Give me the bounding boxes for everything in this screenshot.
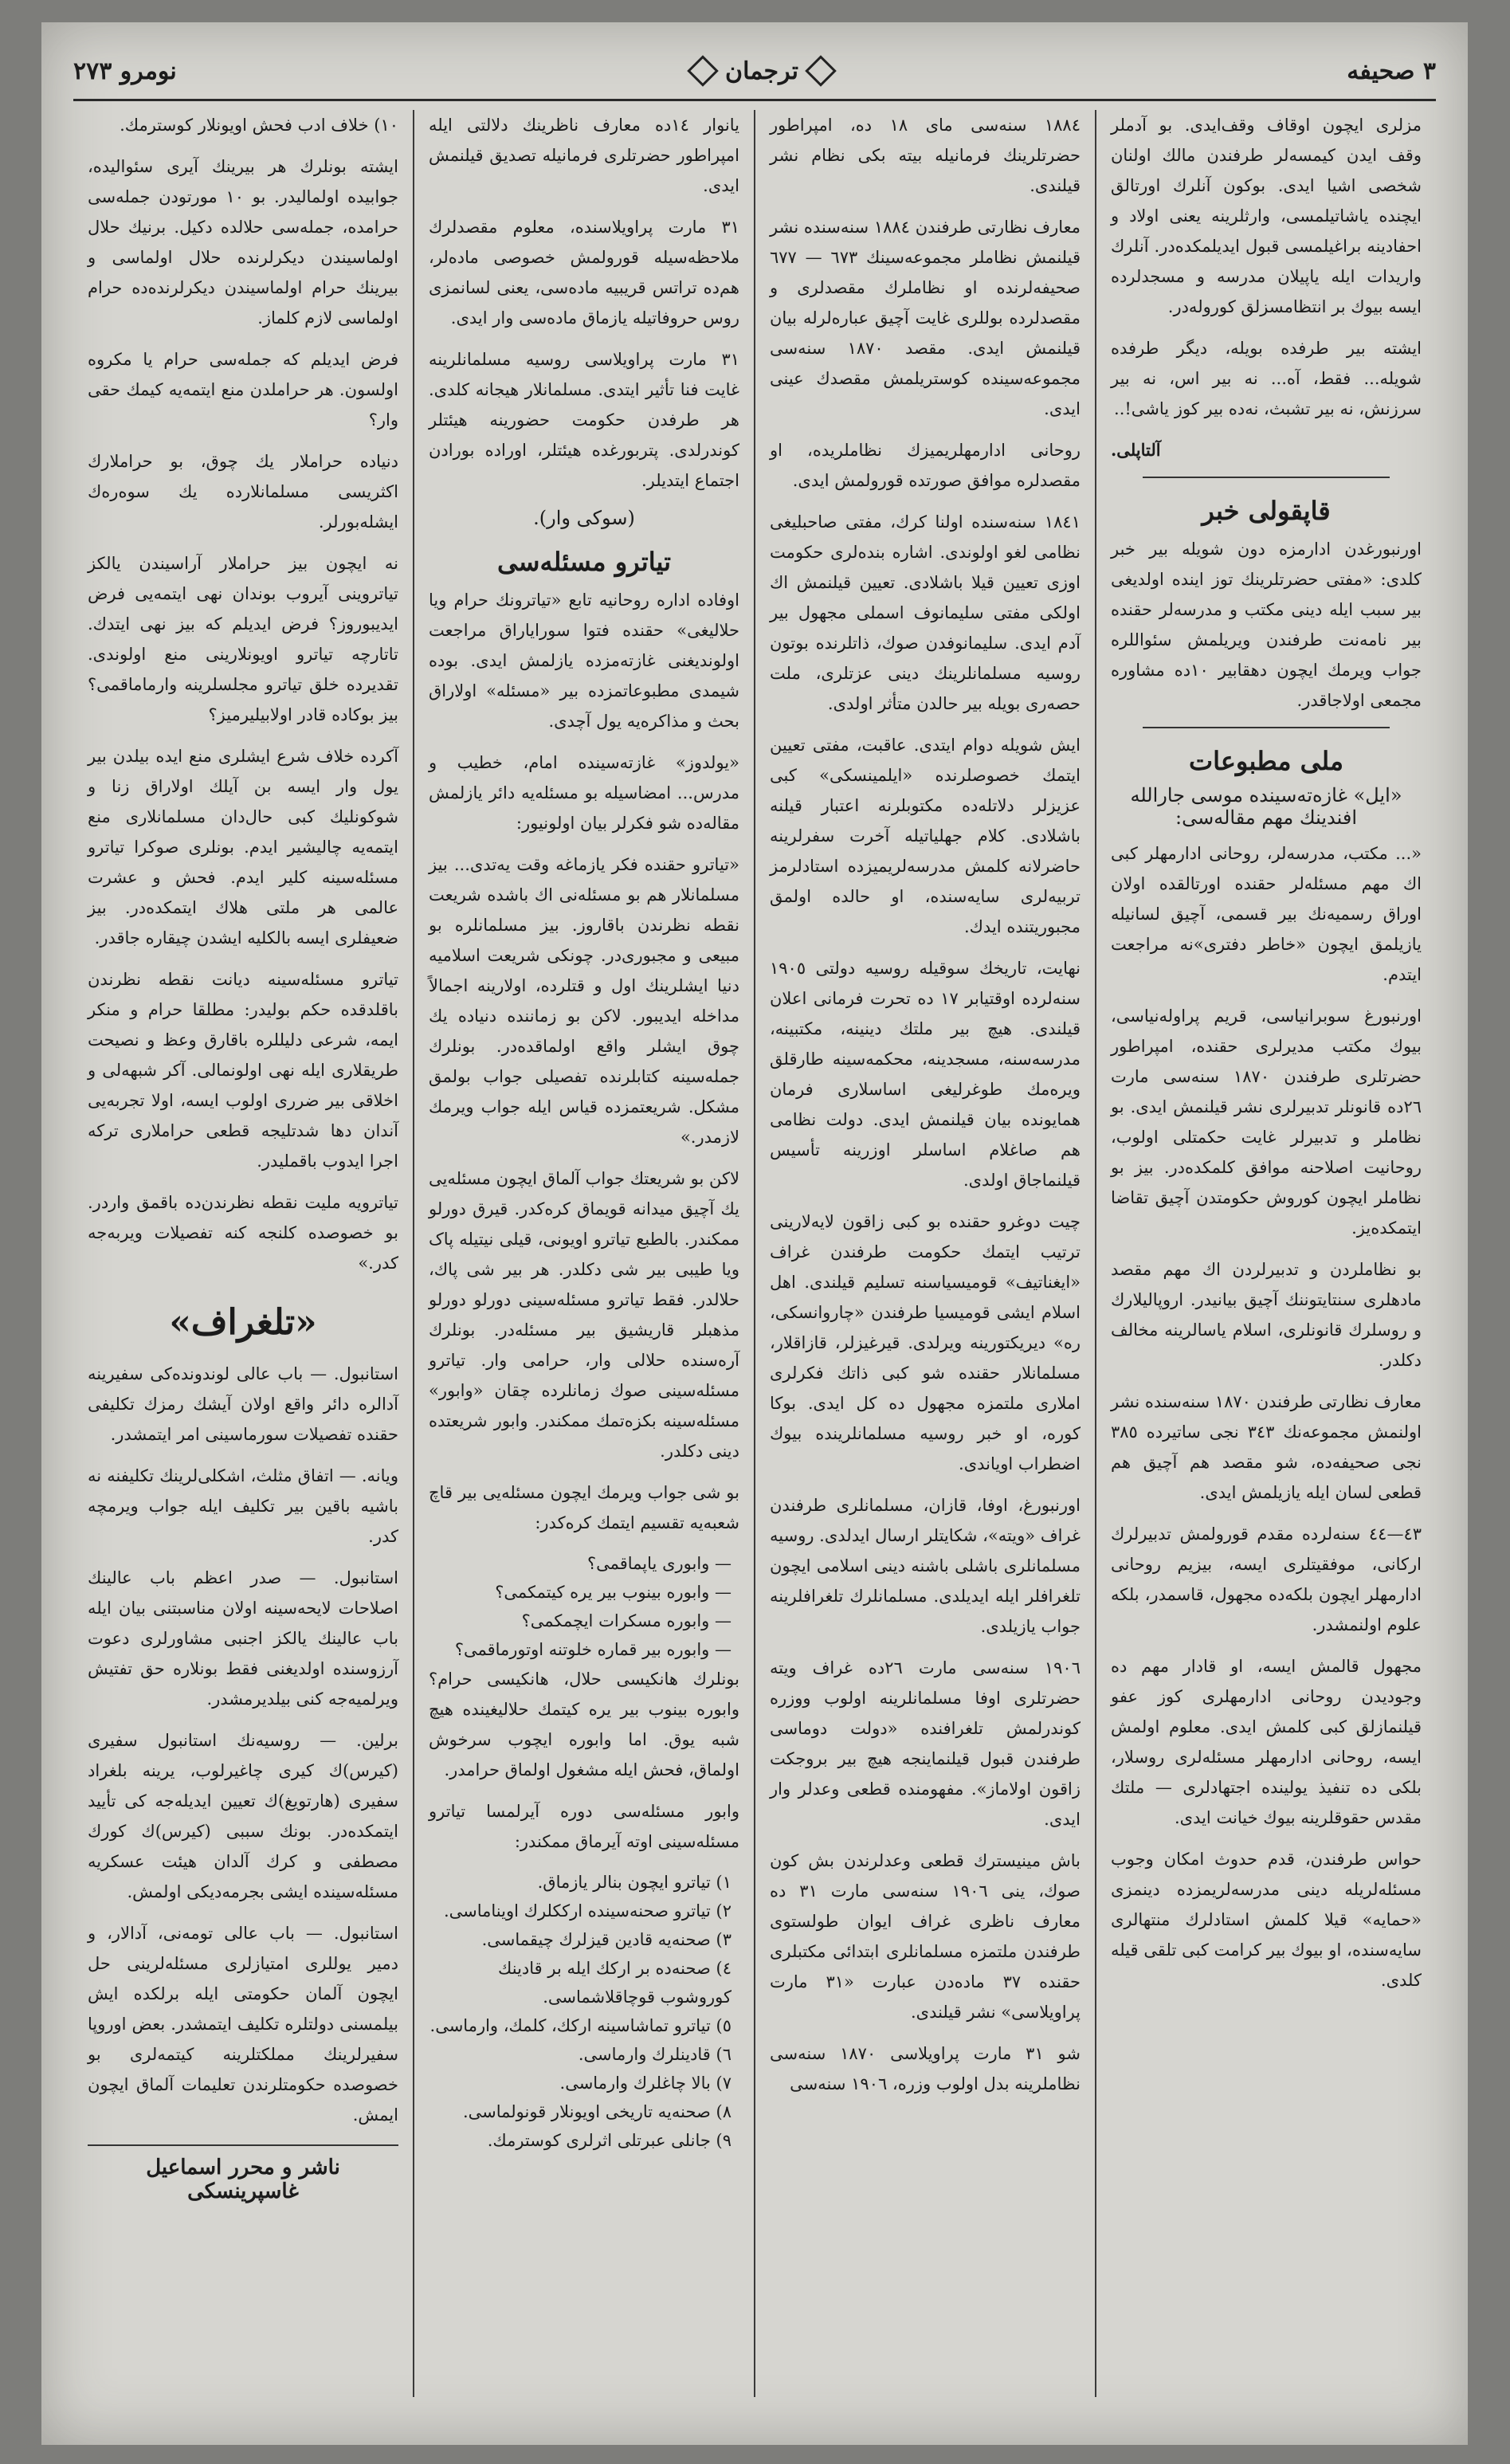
list-item: — وابوره بیر قماره خلوتنه اوتورماقمی؟ <box>454 1640 731 1659</box>
list-item: ٧) بالا چاغلرك وارماسی. <box>559 2074 731 2093</box>
list-item: — وابوره بینوب بیر یره کیتمکمی؟ <box>495 1583 731 1602</box>
paragraph: مجهول قالمش ایسه، او قادار مهم ده وجودیدن روحانی ادارمهلری کوز عفو قیلنمازلق کبی کلمش ایدی. معلوم اولمش ایسه، روحانی ادارمهلر مسئله‌لری روسلار، بلکی ده تنفیذ یولینده اجتهادلری — ملتك مقدس حقوقلرینه بیوك خیانت ایدی. <box>1111 1657 1422 1827</box>
question-list <box>429 1549 739 1664</box>
paragraph: نهایت، تاریخك سوقیله روسیه دولتی ١٩٠٥ سنه‌لرده اوقتیابر ١٧ ده تحرت فرمانی اعلان قیلندی. هیچ بیر ملتك دینینه، مکتبینه، مدرسه‌سنه، مسجدینه، محکمه‌سینه طارقلق ویره‌مك طوغرلیغی اساسلاری فرمان همایونده بیان قیلنمش ایدی. دولت نظامی هم صاغلام اساسلر اوزرینه تأسیس قیلنماجاق اولدی. <box>770 959 1081 1190</box>
section-title-press: ملی مطبوعات <box>1188 746 1344 776</box>
paragraph: آکرده خلاف شرع ایشلری منع ایده بیلدن بیر یول وار ایسه بن آیلك اولاراق زنا و شوکونلیك کبی حال‌دان مسلمانلاری منع ایتمه‌یه چالیشیر ایدم. بونلری صوکرا تیاترو مسئله‌سینه کلیر ایدم. فحش و عشرت عالمی هر ملتی هلاك ایتمکده‌در. بیز ضعیفلری ایسه بالکلیه ایشدن چیقاره جاقدر. <box>88 747 398 948</box>
paragraph: ایشته بیر طرفده بویله، دیگر طرفده شویله... فقط، آه... نه بیر اس، نه بیر سرزنش، نه بیر تشبث، نه‌ده بیر کوز یاشی!.. <box>1111 339 1422 418</box>
paragraph: ١٨٨٤ سنه‌سی مای ١٨ ده، امپراطور حضرتلرینك فرمانیله بیته بکی نظام نشر قیلندی. <box>770 116 1081 195</box>
list-item: ٣) صحنه‌یه قادین قیزلرك چیقماسی. <box>481 1930 731 1949</box>
page-number: ٣ صحيفه <box>1347 57 1436 85</box>
page-header <box>73 43 1436 101</box>
publisher-signature: ناشر و محرر اسماعیل غاسپرینسکی <box>88 2144 398 2203</box>
paragraph: «یولدوز» غازته‌سینده امام، خطیب و مدرس... امضاسیله بو مسئله‌یه دائر یازلمش مقاله‌ده شو فکرلر بیان اولونیور: <box>429 753 739 833</box>
paragraph: تیاترویه ملیت نقطه نظرندن‌ده باقمق واردر. بو خصوصده کلنجه کنه تفصیلات ویربه‌جه کدر.» <box>88 1193 398 1273</box>
telegram-item: استانبول. — صدر اعظم باب عالینك اصلاحات لایحه‌سینه اولان مناسبتنی بیان ایله باب عالینك یالکز اجنبی مشاورلری دعوت آرزوسنده اولدیغنی فقط بونلاره حق تفتیش ویرلمیه‌جه کنی بیلدیرمشدر. <box>88 1568 398 1709</box>
subheading: «ایل» غازه‌ته‌سینده موسی جارالله افندینك مهم مقاله‌سی: <box>1130 784 1402 829</box>
column-3 <box>414 110 755 2397</box>
paragraph: وابور مسئله‌سی دوره آیرلمسا تیاترو مسئله‌سینی اوته آیرماق ممکندر: <box>429 1802 739 1851</box>
divider <box>1143 727 1390 728</box>
telegram-item: ویانه. — اتفاق مثلث، اشکلی‌لرینك تکلیفنه نه باشیه باقین بیر تکلیف ایله جواب ویرمچه کدر. <box>88 1466 398 1546</box>
list-item: ٢) تیاترو صحنه‌سینده ارککلرك اویناماسی. <box>443 1901 731 1921</box>
paragraph: ٣١ مارت پراویلاسنده، معلوم مقصدلرك ملاحظه‌سیله قورولمش خصوصی ماده‌لر، هم‌ده تراتس قریبیه ماده‌سی، یعنی لسانمزی روس حروفاتیله یازماق ماده‌سی وار ایدی. <box>429 218 739 328</box>
paragraph: نه ایچون بیز حراملار آراسیندن یالکز تیاتروینی آیروب بوندان نهی ایتمه‌یی فرض ایدیبوروز؟ فرض ایدیلم که بیز نهی ایتدك. تاتارچه تیاترو اویونلارینی منع اولوندی. تقدیرده خلق تیاترو مجلسلرینه وارماماقمی؟ بیز بوکاده قادر اولابیلیرمیز؟ <box>88 554 398 724</box>
paragraph: معارف نظارتی طرفندن ١٨٧٠ سنه‌سنده نشر اولنمش مجموعه‌نك ٣٤٣ نجی ساتیرده ٣٨٥ نجی صحیفه‌ده، شو مقصد هم آچیق هم قطعی لسان ایله یازیلمش ایدی. <box>1111 1392 1422 1502</box>
numbered-list <box>429 1868 739 2155</box>
newspaper-title: ترجمان <box>725 57 798 85</box>
paragraph: اورنبورغ سوبرانیاسی، قریم پراوله‌نیاسی، بیوك مکتب مدیرلری حقنده، امپراطور حضرتلری طرفندن ١٨٧٠ سنه‌سی مارت ٢٦ده قانونلر تدبیرلری نشر قیلنمش ایدی. بو نظاملر و تدبیرلر غایت حکمتلی اولوب، روحانیت اصلاحنه موافق کلمکده‌در. بیز بو نظاملر ایچون کوروش حکومتدن آچیق تقاضا ایتمکده‌یز. <box>1111 1006 1422 1238</box>
telegram-item: برلین. — روسیه‌نك استانبول سفیری (کیرس)‌ك کیری چاغیرلوب، یرینه بلغراد سفیری (هارتویغ)‌ك تعیین ایدیله‌جه کی تأیید ایتمکده‌در. بونك سببی (کیرس)‌ك کورك مصطفی و کرك آلدان هیئت عسکریه مسئله‌سینده ایشی بجرمه‌دیکی اولمش. <box>88 1731 398 1901</box>
masthead <box>692 57 832 85</box>
section-title-telegraph: «تلغراف» <box>169 1302 317 1343</box>
paragraph: ١٠) خلاف ادب فحش اویونلار کوسترمك. <box>120 116 398 135</box>
paragraph: ١٩٠٦ سنه‌سی مارت ٢٦ده غراف ویته حضرتلری اوفا مسلمانلرینه اولوب ووزره کوندرلمش تلغرافنده «دولت دوماسی طرفندن قبول قیلنماینجه هیچ بیر بروجکت زاقون اولاماز». مفهومنده قطعی وعدلر وار ایدی. <box>770 1658 1081 1829</box>
column-2 <box>755 110 1096 2397</box>
paragraph: اورنبورغدن ادارمزه دون شویله بیر خبر کلدی: «مفتی حضرتلرینك توز اینده اولدیغی بیر سبب ایله دینی مکتب و مدرسه‌لر حقنده بیر نامه‌نت طرفندن ویریلمش سئواللره جواب ویرمك ایچون دهقابیر ١٠ده مشاوره مجمعی اولاجاقدر. <box>1111 539 1422 710</box>
paragraph: روحانی ادارمهلریمیزك نظاملریده، او مقصدلره موافق صورتده قورولمش ایدی. <box>770 441 1081 490</box>
list-item: ٤) صحنه‌ده بر ارکك ایله بر قادینك کوروشوب قوچاقلاشماسی. <box>498 1959 731 2007</box>
paragraph: «... مکتب، مدرسه‌لر، روحانی ادارمهلر کبی اك مهم مسئله‌لر حقنده اورتالقده اولان اوراق رسمیه‌نك بیر قسمی، آچیق لسانیله یازیلمق ایچون «خاطر دفتری»نه مراجعت ایتدم. <box>1111 844 1422 984</box>
paragraph: دنیاده حراملار یك چوق، بو حراملارك اکثریسی مسلمانلارده یك سوه‌ره‌ك ایشله‌بورلر. <box>88 452 398 532</box>
paragraph: بو شی جواب ویرمك ایچون مسئله‌یی بیر قاچ شعبه‌یه تقسیم ایتمك کره‌کدر: <box>429 1483 739 1532</box>
paragraph: حواس طرفندن، قدم حدوث امکان وجوب مسئله‌لریله دینی مدرسه‌لریمزده دینمزی «حمایه» قیلا کلمش استادلرك منتهالری سایه‌سنده، او بیوك بیر کرامت کبی تلقی قیله کلدی. <box>1111 1850 1422 1990</box>
telegram-item: استانبول. — باب عالی لوندونده‌کی سفیرینه آدالره دائر واقع اولان آیشك رمزك تکلیفی حقنده تفصیلات سورماسینی امر ایتمشدر. <box>88 1364 398 1444</box>
paragraph: شو ٣١ مارت پراویلاسی ١٨٧٠ سنه‌سی نظاملرینه بدل اولوب وزره، ١٩٠٦ سنه‌سی <box>770 2044 1081 2093</box>
paragraph: معارف نظارتی طرفندن ١٨٨٤ سنه‌سنده نشر قیلنمش نظاملر مجموعه‌سینك ٦٧٣ — ٦٧٧ صحیفه‌لرنده او نظاملرك مقصدلری و مقصدلرده بوللری غایت آچیق عباره‌لرله بیان قیلنمش ایدی. مقصد ١٨٧٠ سنه‌سی مجموعه‌سینده کوستریلمش مقصدك عینی ایدی. <box>770 218 1081 418</box>
paragraph: ایش شویله دوام ایتدی. عاقبت، مفتی تعیین ایتمك خصوصلرنده «ایلمینسکی» کبی عزیزلر دلاتله‌ده مکتوبلرنه اعتبار قیلنه باشلادی. کلام جهلیاتیله آخرت سفرلرینه حاضرلانه کلمش مدرسه‌لریمیزده استادلرمز تربیه‌لری سایه‌سنده، او حالده اولمق مجبوریتنده ایدك. <box>770 736 1081 936</box>
telegram-item: استانبول. — باب عالی تومه‌نی، آدالار، و دمیر یوللری امتیازلری مسئله‌لرینی حل ایچون آلمان حکومتی ایله برلکده ایش بیلمسنی دولتلره تکلیف ایتمشدر. بعض اوروپا سفیرلرینك مملکتلرینه کیتمه‌لری بو خصوصده حکومتلرندن تعلیمات آلماق ایچون ایمش. <box>88 1924 398 2125</box>
paragraph: اوفاده اداره روحانیه تابع «تیاترونك حرام ویا حلالیغی» حقنده فتوا سورایاراق مراجعت اولوندیغنی غازته‌مزده یازلمش ایدی. بوده شیمدی مطبوعاتمزده بیر «مسئله» اولاراق بحث و مذاکره‌یه یول آچدی. <box>429 590 739 731</box>
list-item: ٥) تیاترو تماشاسینه ارکك، کلمك، وارماسی. <box>429 2016 731 2035</box>
paragraph: ایشته بونلرك هر بیرینك آیری سئوالیده، جوابیده اولمالیدر. بو ١٠ مورتودن جمله‌سی حرامده، جمله‌سی حلالده دکیل. برنیك حلال اولماسیندن دیکرلرنده حلال اولماسی و بیرینك حرام اولماسیندن دیکرلرنده‌ده حرام اولماسی لازم کلماز. <box>88 157 398 328</box>
list-item: ٨) صحنه‌یه تاریخی اویونلار قونولماسی. <box>462 2102 731 2121</box>
paragraph: لاکن بو شریعتك جواب آلماق ایچون مسئله‌یی یك آچیق میدانه قویماق کره‌کدر. قیرق دورلو ممکندر. بالطبع تیاترو اویونی، قیلی نیتیله پاک ویا طیبی بیر شی دکلدر. هر بیر شی پاك، حلالدر. فقط تیاترو مسئله‌سینی دورلو دورلو مذهبلر قاریشیق بیر مسئله‌در. بونلرك آره‌سنده حلالی وار، حرامی وار. تیاترو مسئله‌سینی صوك زمانلرده چقان «وابور» مسئله‌سینه بکزه‌تمك ممکندر. وابور شریعتده دینی دکلدر. <box>429 1169 739 1461</box>
paragraph: فرض ایدیلم که جمله‌سی حرام یا مکروه اولسون. هر حراملدن منع ایتمه‌یه کیمك حقی وار؟ <box>88 350 398 430</box>
paragraph: باش مینیسترك قطعی وعدلرندن بش کون صوك، ینی ١٩٠٦ سنه‌سی مارت ٣١ ده معارف ناظری غراف ایوان طولستوی طرفندن ملتمزه مسلمانلری ابتدائی مکتبلری حقنده ٣٧ ماده‌دن عبارت «٣١ مارت پراویلاسی» نشر قیلندی. <box>770 1851 1081 2022</box>
paragraph: اورنبورغ، اوفا، قازان، مسلمانلری طرفندن غراف «ویته»، شکایتلر ارسال ایدلدی. روسیه مسلمانلری باشلی باشنه دینی اسلامی ایچون تلغرافلر ایله ایدیلدی. مسلمانلرك تلغرافلرینه جواب یازیلدی. <box>770 1496 1081 1636</box>
paragraph: ١٨٤١ سنه‌سنده اولنا کرك، مفتی صاحبلیغی نظامی لغو اولوندی. اشاره بنده‌لری حکومت اوزی تعیین قیلا باشلادی. تعیین قیلنمش اك اولکی مفتی سلیمانوف اسملی مجهول بیر آدم ایدی. سلیمانوفدن صوك، ذاتلرنده بوتون روسیه مسلمانلرینك دینی عزتلری، ملت حصه‌ری بویله بیر حالدن متأثر اولدی. <box>770 512 1081 713</box>
newspaper-page <box>41 22 1468 2445</box>
paragraph: بونلرك هانکیسی حلال، هانکیسی حرام؟ وابوره بینوب بیر یره کیتمك حلالیغینده هیچ شبه یوق. اما وابوره ایچوب سرخوش اولماق، فحش ایله مشغول اولماق حرامدر. <box>429 1669 739 1779</box>
ornament-icon <box>805 55 837 87</box>
list-item: — وابوره مسکرات ایچمکمی؟ <box>521 1611 731 1630</box>
divider <box>1143 477 1390 478</box>
list-item: ٦) قادینلرك وارماسی. <box>578 2045 731 2064</box>
paragraph: چیت دوغرو حقنده بو کبی زاقون لایه‌لارینی ترتیب ایتمك حکومت طرفندن غراف «ایغناتیف» قومیسیاسنه تسلیم قیلندی. اهل اسلام ایشی قومیسیا طرفندن «چاروانسکی، ره» دیریکتورینه ویرلدی. قیرغیزلر، قازاقلار، مسلمانلار حقنده شو کبی ذاتك فکرلری املاری ملتمزه مجهول ده کل ایدی. بوکا کوره، او خبر روسیه مسلمانلرینده بیوك اضطراب اویاندی. <box>770 1212 1081 1473</box>
paragraph: بو نظاملردن و تدبیرلردن اك مهم مقصد مادهلری سنتایتوننك آچیق بیانیدر. اروپالیلارك و روسلرك قانونلری، اسلام یاسالرینه مخالف دکلدر. <box>1111 1260 1422 1370</box>
paragraph: مزلری ایچون اوقاف وقف‌ایدی. بو آدملر وقف ایدن کیمسه‌لر طرفندن مالك اولنان شخصی اشیا ایدی. بوکون آنلرك اورتالق ایچنده یاشاتیلمسی، وارثلرینه یعنی اولاد و احفادینه براغیلمسی قبول ایدیلمکده‌در. آنلرك واریدات ایله یاپیلان مدرسه و مسجدلرده ایسه بیوك بر انتظامسزلق کوروله‌در. <box>1111 116 1422 316</box>
column-1 <box>1096 110 1436 2397</box>
paragraph: ٣١ مارت پراویلاسی روسیه مسلمانلرینه غایت فنا تأثیر ایتدی. مسلمانلار هیجانه کلدی. هر طرفدن حکومت حضورینه هیئتلر کوندرلدی. پتربورغده هیئتلر، اوراده بورادن اجتماع ایتدیلر. <box>429 350 739 490</box>
section-title-theatre: تیاترو مسئله‌سی <box>496 547 672 577</box>
paragraph: «تیاترو حقنده فکر یازماغه وقت یه‌تدی... بیز مسلمانلار هم بو مسئله‌نی اك باشده شریعت نقطه نظرندن باقاروز. بیز مسلمانلره بو مبیعی و مجبوری‌در. چونکی شریعت اسلامیه دنیا ایشلرینك اول و قتلرده، اولارینه اجمالاً مداخله ایدیبور. لاکن بو زماننده دنیاده یك چوق ایشلر واقع اولماقده‌در. بونلرك جمله‌سینه کتابلرنده تفصیلی جواب بولمق مشکل. شریعتمزده قیاس ایله جواب ویرمك لازمدر.» <box>429 855 739 1147</box>
section-title-news: قاپقولی خبر <box>1202 496 1331 526</box>
list-item: ٩) جانلی عبرتلی اثرلری کوسترمك. <box>487 2131 731 2150</box>
column-4 <box>73 110 414 2397</box>
paragraph: تیاترو مسئله‌سینه دیانت نقطه نظرندن باقلدقده حکم بولیدر: مطلقا حرام و منکر ایمه، شرعی دلیللره باقارق وعظ و نصیحت طریقلاری ایله نهی اولونمالی. آکر شبهه‌لی و اخلاقی بیر ضرری اولوب ایسه، اولا تجربه‌یی آندان دها شدتلیجه قطعی حراملاری ترکه اجرا ایدوب باقملیدر. <box>88 970 398 1171</box>
list-item: — وابوری یاپماقمی؟ <box>586 1554 731 1573</box>
list-item: ١) تیاترو ایچون بنالر یازماق. <box>537 1873 731 1892</box>
author-signature: آلتاپلی. <box>1111 440 1161 460</box>
issue-number: نومرو ٢٧٣ <box>73 57 177 85</box>
ornament-icon <box>687 55 719 87</box>
paragraph: یانوار ١٤ده معارف ناظرینك دلالتی ایله امپراطور حضرتلری فرمانیله تصدیق قیلنمش ایدی. <box>429 116 739 195</box>
paragraph: ٤٣—٤٤ سنه‌لرده مقدم قورولمش تدبیرلرك ارکانی، موفقیتلری ایسه، بیزیم روحانی ادارمهلر ایچون بلکه‌ده مجهول، قاسمدر، بلکه علوم اولنمشدر. <box>1111 1524 1422 1634</box>
columns <box>73 110 1436 2397</box>
continued-note: (سوکی وار). <box>533 507 635 529</box>
